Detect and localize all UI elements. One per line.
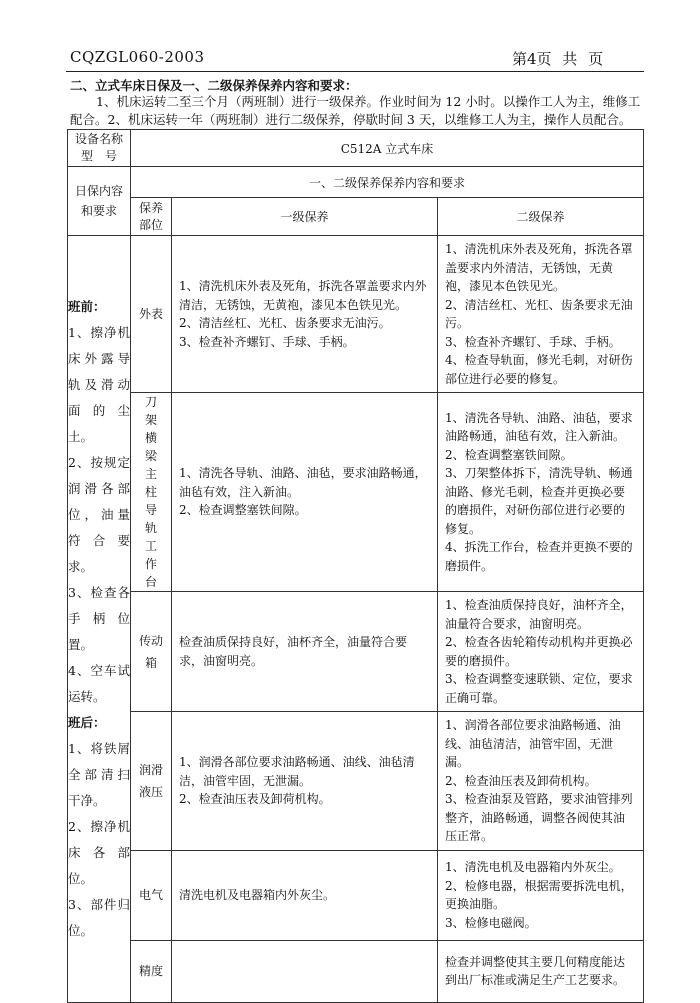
part-cell (131, 850, 172, 940)
level2-item: 1、润滑各部位要求油路畅通、油线、油毡清洁，油管牢固，无泄漏。 (445, 718, 621, 769)
level2-cell (438, 592, 644, 712)
level2-item: 3、检查调整变速联锁、定位，要求正确可靠。 (445, 672, 633, 705)
level1-item: 1、清洗各导轨、油路、油毡，要求油路畅通，油毡有效，注入新油。 (179, 466, 427, 499)
level1-item: 清洗电机及电器箱内外灰尘。 (179, 887, 336, 902)
part-header-cell (131, 198, 172, 236)
maintenance-table (67, 129, 644, 1003)
level2-item: 1、清洗各导轨、油路、油毡，要求油路畅通，油毡有效，注入新油。 (445, 410, 633, 444)
after-item: 3、部件归 (68, 896, 130, 912)
part-label: 外表 (138, 306, 163, 321)
before-item: 2、按规定 (68, 454, 130, 470)
level2-cell (438, 940, 644, 1002)
before-item: 土。 (68, 428, 94, 444)
part-cell (131, 940, 172, 1002)
model-value-cell (131, 130, 644, 167)
section-title: 二、立式车床日保及一、二级保养保养内容和要求： (70, 78, 358, 93)
daily-label: 日保内容 和要求 (74, 184, 123, 218)
level1-item: 2、清洁丝杠、光杠、齿条要求无油污。 (179, 316, 391, 330)
level1-cell (172, 940, 438, 1002)
level2-cell (438, 236, 644, 393)
after-shift-title: 班后： (68, 714, 106, 730)
document-code: CQZGL060-2003 (70, 48, 205, 66)
part-label: 润滑液压 (138, 762, 163, 799)
level2-item: 检查并调整使其主要几何精度能达到出厂标准或满足生产工艺要求。 (445, 954, 626, 987)
level2-item: 2、检查各齿轮箱传动机构并更换必要的磨损件。 (445, 635, 633, 668)
after-item: 干净。 (68, 792, 106, 808)
level2-item: 3、检查补齐螺钉、手球、手柄。 (445, 334, 621, 349)
level1-item: 1、润滑各部位要求油路畅通、油线、油毡清洁，油管牢固，无泄漏。 (179, 755, 415, 788)
level1-item: 1、清洗机床外表及死角，拆洗各罩盖要求内外清洁，无锈蚀，无黄袍，漆见本色铁见光。 (179, 279, 427, 312)
intro-paragraph: 1、机床运转二至三个月（两班制）进行一级保养。作业时间为 12 小时。以操作工人为主，维修工配合。2、机床运转一年（两班制）进行二级保养，停歇时间 3 天，以维修工人为主，操作人员配合。 (70, 94, 641, 127)
level2-item: 3、检修电磁阀。 (445, 915, 537, 930)
before-item: 置。 (68, 636, 94, 652)
part-cell (131, 592, 172, 712)
level1-header-cell (172, 198, 438, 236)
level2-item: 2、清洁丝杠、光杠、齿条要求无油污。 (445, 297, 633, 330)
level1-cell (172, 393, 438, 592)
before-item: 手 柄 位 (68, 610, 130, 626)
level1-item: 检查油质保持良好，油杯齐全，油量符合要求，油窗明亮。 (179, 635, 408, 668)
level1-cell (172, 592, 438, 712)
part-cell (131, 712, 172, 851)
level2-header: 二级保养 (516, 210, 565, 224)
part-label: 刀架横梁主柱导轨工作台 (144, 395, 157, 589)
level2-cell (438, 393, 644, 592)
after-item: 位。 (68, 870, 94, 886)
after-item: 2、擦净机 (68, 818, 130, 834)
before-item: 1、擦净机 (68, 324, 130, 340)
level2-item: 3、检查油泵及管路，要求油管排列整齐，油路畅通，调整各阀使其油压正常。 (445, 792, 633, 843)
level2-item: 1、清洗机床外表及死角，拆洗各罩盖要求内外清洁，无锈蚀，无黄袍，漆见本色铁见光。 (445, 242, 633, 293)
level1-cell (172, 712, 438, 851)
daily-content-cell (68, 236, 131, 1003)
level2-item: 2、检修电器，根据需要拆洗电机，更换油脂。 (445, 878, 633, 911)
part-label: 电气 (138, 887, 163, 902)
level1-item: 2、检查调整塞铁间隙。 (179, 503, 307, 518)
level2-item: 1、检查油质保持良好，油杯齐全，油量符合要求，油窗明亮。 (445, 598, 633, 631)
level2-item: 1、清洗电机及电器箱内外灰尘。 (445, 860, 621, 874)
level2-cell (438, 850, 644, 940)
group-header-cell (131, 167, 644, 198)
after-item: 位。 (68, 922, 94, 938)
level1-cell (172, 850, 438, 940)
before-item: 运转。 (68, 688, 106, 704)
level1-item: 3、检查补齐螺钉、手球、手柄。 (179, 334, 355, 349)
before-item: 轨及滑动 (68, 376, 130, 392)
header-divider (66, 71, 644, 72)
level1-cell (172, 236, 438, 393)
level2-item: 2、检查油压表及卸荷机构。 (445, 773, 597, 788)
level2-cell (438, 712, 644, 851)
before-item: 3、检查各 (68, 584, 130, 600)
before-item: 符 合 要 (68, 532, 130, 548)
before-item: 润滑各部 (68, 480, 130, 496)
after-item: 床 各 部 (68, 844, 130, 860)
after-item: 全部清扫 (68, 766, 130, 782)
before-item: 床外露导 (68, 350, 130, 366)
before-item: 面 的 尘 (68, 402, 130, 418)
part-label: 精度 (138, 963, 163, 978)
level2-item: 4、拆洗工作台，检查并更换不要的磨损件。 (445, 540, 633, 573)
part-label: 传动箱 (138, 633, 163, 670)
model-label: 设备名称 型 号 (74, 132, 123, 163)
model-value: C512A 立式车床 (340, 141, 434, 156)
daily-label-cell (68, 167, 131, 236)
group-header: 一、二级保养保养内容和要求 (309, 175, 466, 190)
model-label-cell (68, 130, 131, 167)
before-item: 4、空车试 (68, 662, 130, 678)
level2-header-cell (438, 198, 644, 236)
part-cell (131, 236, 172, 393)
level1-header: 一级保养 (280, 210, 329, 224)
level2-item: 2、检查调整塞铁间隙。 (445, 447, 573, 462)
before-shift-title: 班前： (68, 298, 106, 314)
before-item: 位，油量 (68, 506, 130, 522)
part-cell (131, 393, 172, 592)
page-number-label: 第4页 共 页 (512, 50, 604, 68)
after-item: 1、将铁屑 (68, 740, 130, 756)
before-item: 求。 (68, 558, 94, 574)
level1-item: 2、检查油压表及卸荷机构。 (179, 792, 331, 806)
level2-item: 3、刀架整体拆下，清洗导轨、畅通油路、修光毛刺，检查并更换必要的磨损件，对研伤部位进行必要的修复。 (445, 466, 633, 536)
level2-item: 4、检查导轨面，修光毛刺，对研伤部位进行必要的修复。 (445, 353, 633, 386)
part-header: 保养 部位 (138, 200, 163, 232)
